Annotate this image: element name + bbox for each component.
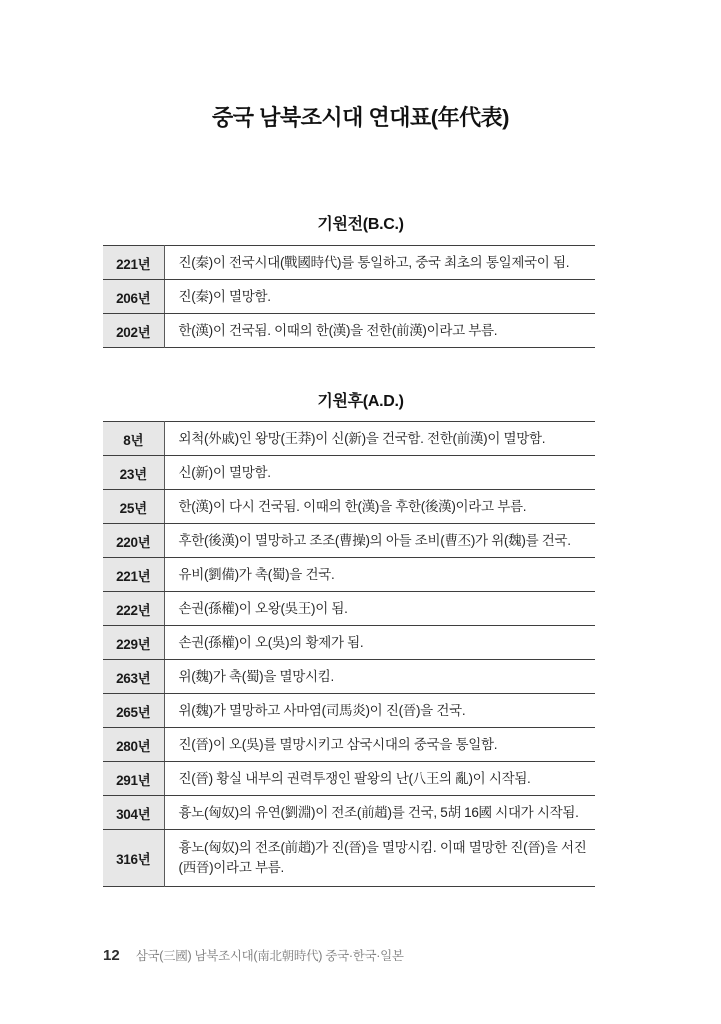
event-cell: 진(秦)이 전국시대(戰國時代)를 통일하고, 중국 최초의 통일제국이 됨. (164, 246, 595, 280)
table-row (103, 456, 595, 490)
page-title: 중국 남북조시대 연대표(年代表) (212, 105, 509, 130)
year-cell: 280년 (103, 728, 164, 762)
year-cell: 25년 (103, 490, 164, 524)
year-cell: 221년 (103, 246, 164, 280)
event-cell: 진(秦)이 멸망함. (164, 280, 595, 314)
event-cell: 흉노(匈奴)의 전조(前趙)가 진(晉)을 멸망시킴. 이때 멸망한 진(晉)을 서진(西晉)이라고 부름. (178, 840, 587, 875)
event-cell: 손권(孫權)이 오왕(吳王)이 됨. (164, 592, 595, 626)
year-cell: 23년 (103, 456, 164, 490)
year-cell: 291년 (103, 762, 164, 796)
event-cell: 위(魏)가 촉(蜀)을 멸망시킴. (164, 660, 595, 694)
section-heading-bc: 기원전(B.C.) (317, 216, 404, 233)
event-cell: 진(晉) 황실 내부의 권력투쟁인 팔왕의 난(八王의 亂)이 시작됨. (164, 762, 595, 796)
event-cell: 후한(後漢)이 멸망하고 조조(曹操)의 아들 조비(曹丕)가 위(魏)를 건국. (164, 524, 595, 558)
page-number: 12 (103, 947, 120, 964)
year-cell: 220년 (103, 524, 164, 558)
event-cell: 외척(外戚)인 왕망(王莽)이 신(新)을 건국함. 전한(前漢)이 멸망함. (164, 422, 595, 456)
page-footer (103, 946, 404, 964)
table-row (103, 558, 595, 592)
table-row (103, 796, 595, 830)
event-cell: 신(新)이 멸망함. (164, 456, 595, 490)
chronology-table-bc (103, 245, 595, 348)
chronology-table-ad (103, 421, 595, 887)
event-cell: 손권(孫權)이 오(吳)의 황제가 됨. (164, 626, 595, 660)
table-row (103, 762, 595, 796)
table-row (103, 280, 595, 314)
table-row (103, 524, 595, 558)
table-row (103, 592, 595, 626)
event-cell: 한(漢)이 건국됨. 이때의 한(漢)을 전한(前漢)이라고 부름. (178, 322, 498, 338)
event-cell: 한(漢)이 다시 건국됨. 이때의 한(漢)을 후한(後漢)이라고 부름. (164, 490, 595, 524)
year-cell: 229년 (103, 626, 164, 660)
year-cell: 304년 (103, 796, 164, 830)
event-cell: 흉노(匈奴)의 유연(劉淵)이 전조(前趙)를 건국, 5胡 16國 시대가 시작됨. (164, 796, 595, 830)
table-row (103, 246, 595, 280)
year-cell: 222년 (103, 592, 164, 626)
table-row (103, 728, 595, 762)
table-row (103, 490, 595, 524)
year-cell: 206년 (103, 280, 164, 314)
year-cell: 202년 (103, 314, 164, 348)
table-row (103, 830, 595, 887)
footer-running-title: 삼국(三國) 남북조시대(南北朝時代) 중국·한국·일본 (135, 949, 404, 963)
table-row (103, 694, 595, 728)
year-cell: 8년 (103, 422, 164, 456)
event-cell: 진(晉)이 오(吳)를 멸망시키고 삼국시대의 중국을 통일함. (164, 728, 595, 762)
table-row (103, 660, 595, 694)
year-cell: 263년 (103, 660, 164, 694)
section-heading-ad: 기원후(A.D.) (317, 393, 404, 410)
year-cell: 316년 (103, 830, 164, 887)
year-cell: 265년 (103, 694, 164, 728)
table-row (103, 314, 595, 348)
event-cell: 유비(劉備)가 촉(蜀)을 건국. (164, 558, 595, 592)
year-cell: 221년 (103, 558, 164, 592)
table-row (103, 626, 595, 660)
event-cell: 위(魏)가 멸망하고 사마염(司馬炎)이 진(晉)을 건국. (164, 694, 595, 728)
table-row (103, 422, 595, 456)
